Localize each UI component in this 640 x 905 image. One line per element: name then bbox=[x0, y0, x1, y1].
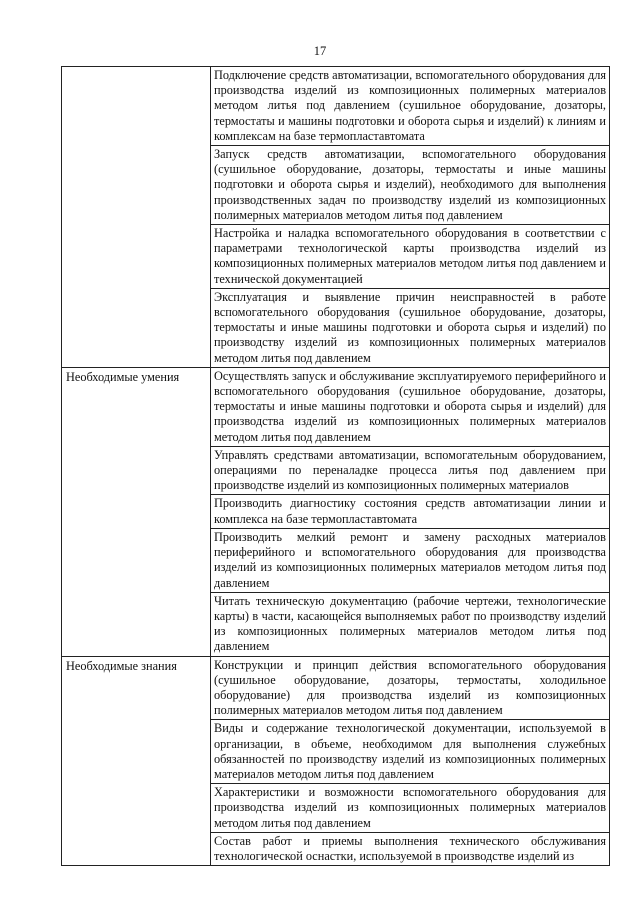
row-label: Необходимые умения bbox=[62, 367, 211, 656]
list-item: Конструкции и принцип действия вспомогательного оборудования (сушильное оборудование, дозаторы, термостаты, холодильное оборудование) для производства изделий из композиционных полимерных материалов методом литья под давлением bbox=[214, 657, 606, 718]
list-item: Запуск средств автоматизации, вспомогательного оборудования (сушильное оборудование, дозаторы, термостаты и иные машины подготовки и оборота сырья и изделий), необходимого для выполнения производственных задач по производству изделий из композиционных полимерных материалов методом литья под давлением bbox=[211, 145, 609, 224]
list-item: Производить мелкий ремонт и замену расходных материалов периферийного и вспомогательного оборудования для производства изделий из композиционных полимерных материалов методом литья под давлением bbox=[211, 528, 609, 592]
list-item: Производить диагностику состояния средств автоматизации линии и комплекса на базе термопластавтомата bbox=[211, 494, 609, 527]
row-label: Необходимые знания bbox=[62, 656, 211, 866]
list-item: Управлять средствами автоматизации, вспомогательным оборудованием, операциями по переналадке процесса литья под давлением при производстве изделий из композиционных полимерных материалов bbox=[211, 446, 609, 495]
list-item: Осуществлять запуск и обслуживание эксплуатируемого периферийного и вспомогательного оборудования (сушильное оборудование, дозаторы, термостаты и иные машины подготовки и оборота сырья и изделий) для производства изделий из композиционных полимерных материалов методом литья под давлением bbox=[214, 368, 606, 444]
row-items bbox=[211, 656, 610, 866]
list-item: Эксплуатация и выявление причин неисправностей в работе вспомогательного оборудования (сушильное оборудование, дозаторы, термостаты и иные машины подготовки и оборота сырья и изделий) по производству изделий из композиционных полимерных материалов методом литья под давлением bbox=[211, 288, 609, 367]
row-label bbox=[62, 67, 211, 368]
list-item: Читать техническую документацию (рабочие чертежи, технологические карты) в части, касающейся выполняемых работ по производству изделий из композиционных полимерных материалов методом литья под давлением bbox=[211, 592, 609, 656]
competency-table bbox=[61, 66, 610, 866]
list-item: Настройка и наладка вспомогательного оборудования в соответствии с параметрами технологической карты производства изделий из композиционных полимерных материалов методом литья под давлением и технической документацией bbox=[211, 224, 609, 288]
table-row-labor-actions bbox=[62, 67, 610, 368]
list-item: Состав работ и приемы выполнения технического обслуживания технологической оснастки, используемой в производстве изделий из bbox=[211, 832, 609, 865]
list-item: Подключение средств автоматизации, вспомогательного оборудования для производства изделий из композиционных полимерных материалов методом литья под давлением (сушильное оборудование, дозаторы, термостаты и машины подготовки и оборота сырья и изделий) к линиям и комплексам на базе термопластавтомата bbox=[214, 68, 606, 143]
list-item: Виды и содержание технологической документации, используемой в организации, в объеме, необходимом для выполнения служебных обязанностей по производству изделий из композиционных полимерных материалов методом литья под давлением bbox=[211, 719, 609, 783]
row-items bbox=[211, 67, 610, 368]
table-row-required-skills bbox=[62, 367, 610, 656]
row-items bbox=[211, 367, 610, 656]
page-number: 17 bbox=[313, 44, 327, 58]
list-item: Характеристики и возможности вспомогательного оборудования для производства изделий из композиционных полимерных материалов методом литья под давлением bbox=[211, 783, 609, 832]
table-row-required-knowledge bbox=[62, 656, 610, 866]
